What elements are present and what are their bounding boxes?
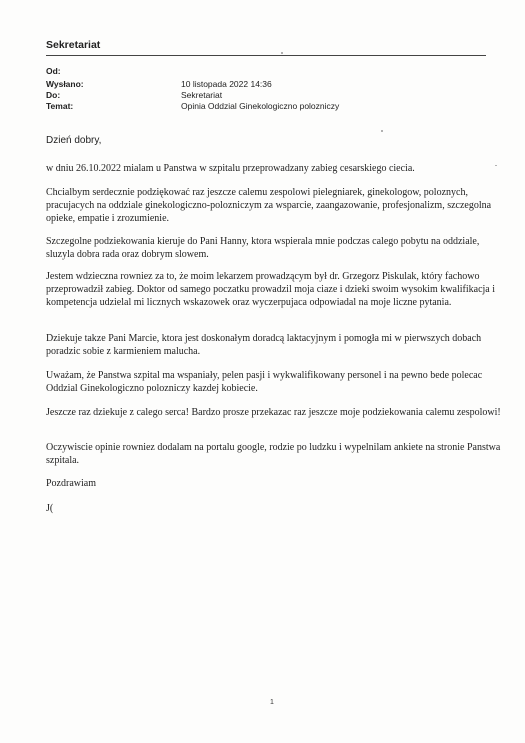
closing: Pozdrawiam	[46, 478, 96, 489]
paragraph-thanks-team: Chcialbym serdecznie podziękować raz jeszcze calemu zespolowi pielegniarek, ginekologow, poloznych, pracujacych na oddziale ginekologiczno-polozniczym za wsparcie, zaangazowanie, profesjonalizm, szczegolna opieke, empatie i zrozumienie.	[46, 187, 492, 224]
greeting: Dzień dobry,	[46, 135, 102, 146]
paragraph-thanks-doctor: Jestem wdzieczna rowniez za to, że moim lekarzem prowadzącym był dr. Grzegorz Piskulak, który fachowo przeprowadził zabieg. Doktor od samego poczatku prowadzil moja ciaze i dzieki swoim wysokim kwalifikacja i kompetencja udzielal mi licznych wskazowek oraz wyczerpujaca odpowiadal na moje liczne pytania.	[46, 271, 496, 308]
scan-speck	[381, 130, 383, 132]
to-value: Sekretariat	[181, 90, 223, 100]
paragraph-google-review: Oczywiscie opinie rowniez dodalam na portalu google, rodzie po ludzku i wypelnilam ankiete na stronie Panstwa szpitala.	[46, 442, 501, 466]
sent-value: 10 listopada 2022 14:36	[181, 79, 272, 89]
page-number: 1	[270, 699, 274, 706]
scan-speck	[495, 165, 497, 166]
signature-initial: J(	[46, 503, 54, 514]
subject-label: Temat:	[46, 101, 74, 111]
paragraph-thanks-marta: Dziekuje takze Pani Marcie, ktora jest doskonałym doradcą laktacyjnym i pomogła mi w pierwszych dobach poradzic sobie z karmieniem malucha.	[46, 333, 482, 357]
paragraph-thanks-again: Jeszcze raz dziekuje z calego serca! Bardzo prosze przekazac raz jeszcze moje podziekowania calemu zespolowi!	[46, 407, 501, 418]
sender-name: Sekretariat	[46, 39, 101, 51]
subject-value: Opinia Oddzial Ginekologiczno polozniczy	[181, 101, 340, 111]
header-divider	[46, 55, 486, 56]
paragraph-procedure: w dniu 26.10.2022 mialam u Panstwa w szpitalu przeprowadzany zabieg cesarskiego ciecia.	[46, 163, 415, 174]
paragraph-thanks-hanna: Szczegolne podziekowania kieruje do Pani Hanny, ktora wspierala mnie podczas calego pobytu na oddziale, sluzyla dobra rada oraz dobrym slowem.	[46, 236, 480, 260]
paragraph-recommendation: Uważam, że Panstwa szpital ma wspaniały, pelen pasji i wykwalifikowany personel i na pewno bede polecac Oddzial Ginekologiczno polozniczy kazdej kobiecie.	[46, 370, 483, 394]
scan-speck	[281, 52, 283, 54]
to-label: Do:	[46, 90, 61, 100]
sent-label: Wysłano:	[46, 79, 84, 89]
from-label: Od:	[46, 66, 61, 76]
